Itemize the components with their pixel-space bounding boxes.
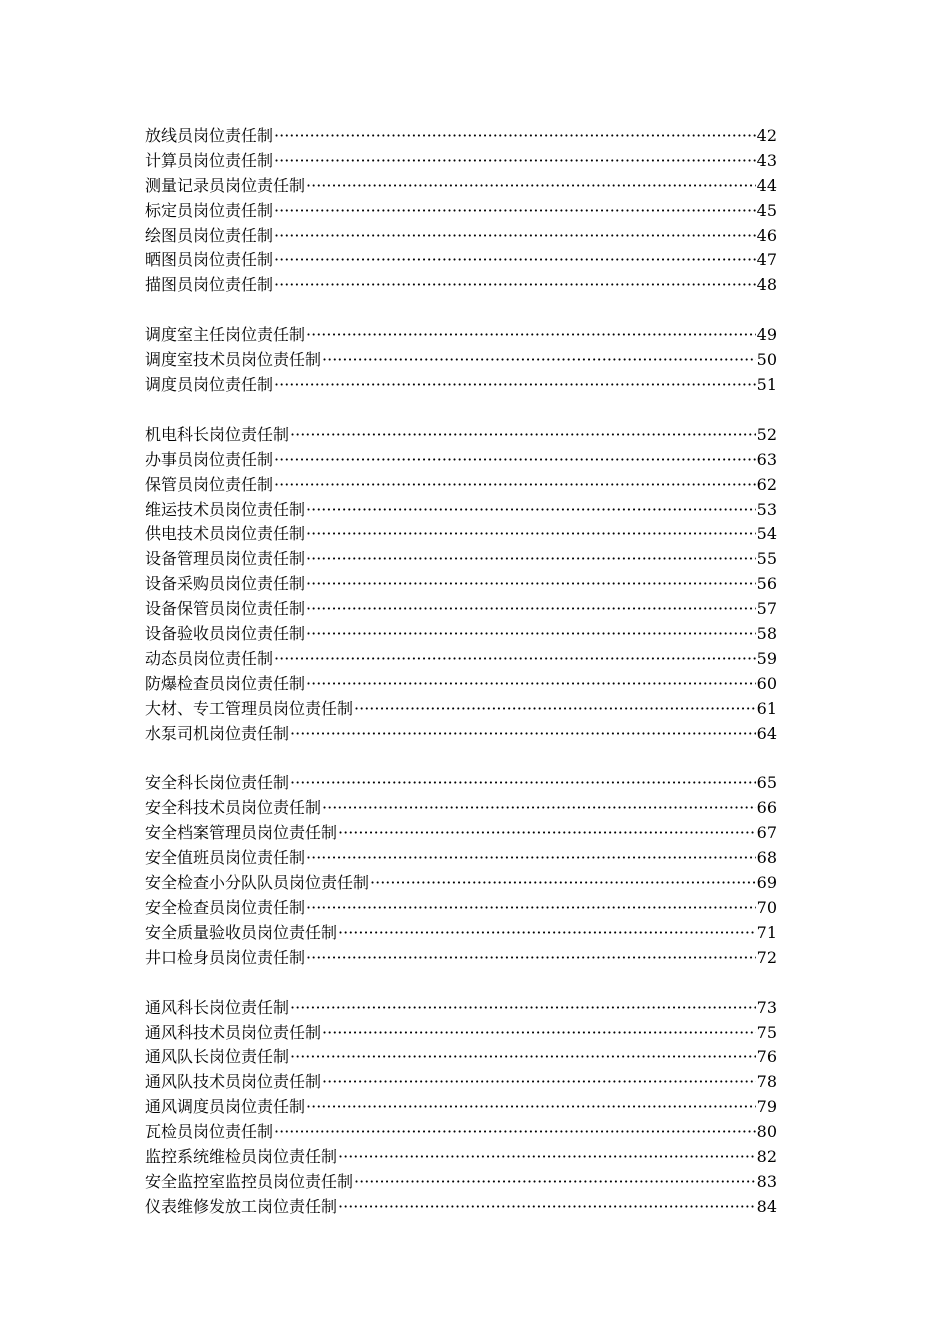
- toc-entry[interactable]: [145, 796, 777, 821]
- toc-entry-page-number: 47: [756, 250, 777, 270]
- toc-entry-title: 防爆检查员岗位责任制: [145, 673, 306, 693]
- toc-entry-title: 安全检查小分队队员岗位责任制: [145, 873, 370, 893]
- toc-entry-title: 调度室主任岗位责任制: [145, 325, 306, 345]
- toc-entry-title: 水泵司机岗位责任制: [145, 723, 290, 743]
- dot-leader: [290, 996, 756, 1021]
- toc-entry-page-number: 82: [756, 1146, 777, 1166]
- toc-entry[interactable]: [145, 423, 777, 448]
- dot-leader: [274, 1120, 756, 1145]
- toc-entry-title: 描图员岗位责任制: [145, 275, 274, 295]
- dot-leader: [306, 1095, 756, 1120]
- toc-entry-page-number: 67: [756, 823, 777, 843]
- dot-leader: [290, 771, 756, 796]
- toc-section: [145, 996, 777, 1220]
- dot-leader: [306, 572, 756, 597]
- toc-entry-page-number: 62: [756, 474, 777, 494]
- toc-entry[interactable]: [145, 1170, 777, 1195]
- dot-leader: [338, 821, 756, 846]
- toc-entry-page-number: 65: [756, 773, 777, 793]
- toc-entry-page-number: 72: [756, 947, 777, 967]
- toc-entry-title: 瓦检员岗位责任制: [145, 1122, 274, 1142]
- toc-entry-page-number: 42: [756, 126, 777, 145]
- dot-leader: [290, 722, 756, 747]
- dot-leader: [306, 672, 756, 697]
- dot-leader: [274, 473, 756, 498]
- toc-entry-page-number: 52: [756, 424, 777, 444]
- toc-entry-page-number: 54: [756, 524, 777, 544]
- dot-leader: [306, 522, 756, 547]
- toc-entry-title: 保管员岗位责任制: [145, 474, 274, 494]
- toc-section: [145, 423, 777, 747]
- toc-entry[interactable]: [145, 597, 777, 622]
- toc-entry-title: 设备验收员岗位责任制: [145, 624, 306, 644]
- toc-entry[interactable]: [145, 946, 777, 971]
- dot-leader: [322, 796, 756, 821]
- dot-leader: [338, 1145, 756, 1170]
- toc-entry-page-number: 44: [756, 175, 777, 195]
- toc-entry-title: 大材、专工管理员岗位责任制: [145, 698, 354, 718]
- toc-entry-page-number: 76: [756, 1047, 777, 1067]
- toc-entry-title: 设备采购员岗位责任制: [145, 574, 306, 594]
- toc-entry[interactable]: [145, 348, 777, 373]
- toc-entry[interactable]: [145, 1120, 777, 1145]
- toc-entry-title: 仪表维修发放工岗位责任制: [145, 1196, 338, 1216]
- toc-entry[interactable]: [145, 622, 777, 647]
- toc-entry[interactable]: [145, 1045, 777, 1070]
- toc-entry-title: 安全值班员岗位责任制: [145, 848, 306, 868]
- toc-entry-page-number: 46: [756, 225, 777, 245]
- toc-entry-page-number: 84: [756, 1196, 777, 1216]
- toc-entry-title: 监控系统维检员岗位责任制: [145, 1146, 338, 1166]
- toc-entry-page-number: 55: [756, 549, 777, 569]
- toc-entry-page-number: 50: [756, 350, 777, 370]
- dot-leader: [322, 1070, 756, 1095]
- toc-entry[interactable]: [145, 1145, 777, 1170]
- dot-leader: [274, 149, 756, 174]
- dot-leader: [354, 1170, 756, 1195]
- toc-entry[interactable]: [145, 647, 777, 672]
- toc-entry-title: 安全科长岗位责任制: [145, 773, 290, 793]
- dot-leader: [274, 373, 756, 398]
- toc-entry-page-number: 68: [756, 848, 777, 868]
- toc-entry[interactable]: [145, 921, 777, 946]
- toc-entry[interactable]: [145, 1070, 777, 1095]
- table-of-contents: [145, 124, 777, 1245]
- dot-leader: [274, 224, 756, 249]
- toc-entry-title: 办事员岗位责任制: [145, 449, 274, 469]
- toc-entry[interactable]: [145, 1021, 777, 1046]
- toc-entry-page-number: 79: [756, 1097, 777, 1117]
- toc-entry-page-number: 69: [756, 873, 777, 893]
- toc-entry-page-number: 43: [756, 150, 777, 170]
- toc-entry[interactable]: [145, 896, 777, 921]
- toc-entry-title: 绘图员岗位责任制: [145, 225, 274, 245]
- toc-entry-title: 供电技术员岗位责任制: [145, 524, 306, 544]
- toc-entry-page-number: 48: [756, 275, 777, 295]
- dot-leader: [306, 498, 756, 523]
- toc-entry-page-number: 83: [756, 1171, 777, 1191]
- toc-entry-page-number: 66: [756, 798, 777, 818]
- toc-entry[interactable]: [145, 771, 777, 796]
- toc-entry-title: 动态员岗位责任制: [145, 648, 274, 668]
- toc-entry[interactable]: [145, 821, 777, 846]
- dot-leader: [274, 647, 756, 672]
- dot-leader: [322, 1021, 756, 1046]
- toc-entry-page-number: 60: [756, 673, 777, 693]
- toc-entry-title: 维运技术员岗位责任制: [145, 499, 306, 519]
- toc-entry-title: 调度员岗位责任制: [145, 375, 274, 395]
- toc-entry-title: 机电科长岗位责任制: [145, 424, 290, 444]
- dot-leader: [306, 846, 756, 871]
- toc-entry-page-number: 63: [756, 449, 777, 469]
- toc-entry-page-number: 70: [756, 897, 777, 917]
- dot-leader: [306, 622, 756, 647]
- dot-leader: [338, 1195, 756, 1220]
- toc-entry-title: 调度室技术员岗位责任制: [145, 350, 322, 370]
- toc-entry[interactable]: [145, 174, 777, 199]
- dot-leader: [290, 1045, 756, 1070]
- toc-entry-title: 通风科技术员岗位责任制: [145, 1022, 322, 1042]
- toc-entry-page-number: 53: [756, 499, 777, 519]
- toc-entry[interactable]: [145, 273, 777, 298]
- dot-leader: [274, 273, 756, 298]
- dot-leader: [370, 871, 756, 896]
- toc-entry-page-number: 64: [756, 723, 777, 743]
- toc-entry[interactable]: [145, 224, 777, 249]
- dot-leader: [354, 697, 756, 722]
- toc-entry-title: 通风科长岗位责任制: [145, 997, 290, 1017]
- toc-entry[interactable]: [145, 199, 777, 224]
- dot-leader: [306, 323, 756, 348]
- toc-entry[interactable]: [145, 522, 777, 547]
- toc-entry-title: 标定员岗位责任制: [145, 200, 274, 220]
- toc-entry-title: 测量记录员岗位责任制: [145, 175, 306, 195]
- toc-entry[interactable]: [145, 547, 777, 572]
- toc-entry[interactable]: [145, 572, 777, 597]
- toc-entry-title: 安全检查员岗位责任制: [145, 897, 306, 917]
- dot-leader: [322, 348, 756, 373]
- toc-entry-page-number: 73: [756, 997, 777, 1017]
- toc-entry-title: 安全质量验收员岗位责任制: [145, 922, 338, 942]
- toc-entry-title: 计算员岗位责任制: [145, 150, 274, 170]
- dot-leader: [306, 896, 756, 921]
- toc-entry-page-number: 51: [756, 375, 777, 395]
- toc-entry-title: 安全科技术员岗位责任制: [145, 798, 322, 818]
- toc-entry[interactable]: [145, 1195, 777, 1220]
- toc-entry[interactable]: [145, 448, 777, 473]
- toc-entry[interactable]: [145, 697, 777, 722]
- dot-leader: [274, 199, 756, 224]
- toc-entry-page-number: 61: [756, 698, 777, 718]
- toc-entry-title: 通风队长岗位责任制: [145, 1047, 290, 1067]
- dot-leader: [338, 921, 756, 946]
- toc-entry[interactable]: [145, 248, 777, 273]
- dot-leader: [306, 597, 756, 622]
- toc-entry[interactable]: [145, 323, 777, 348]
- toc-entry-page-number: 59: [756, 648, 777, 668]
- toc-entry-page-number: 75: [756, 1022, 777, 1042]
- toc-entry-page-number: 45: [756, 200, 777, 220]
- toc-entry-page-number: 49: [756, 325, 777, 345]
- toc-entry-page-number: 56: [756, 574, 777, 594]
- toc-entry-title: 设备保管员岗位责任制: [145, 599, 306, 619]
- toc-entry[interactable]: [145, 996, 777, 1021]
- toc-entry[interactable]: [145, 473, 777, 498]
- toc-section: [145, 124, 777, 298]
- dot-leader: [306, 547, 756, 572]
- dot-leader: [306, 946, 756, 971]
- toc-entry-title: 安全档案管理员岗位责任制: [145, 823, 338, 843]
- toc-entry[interactable]: [145, 149, 777, 174]
- dot-leader: [274, 248, 756, 273]
- toc-section: [145, 323, 777, 398]
- dot-leader: [274, 448, 756, 473]
- toc-entry-page-number: 57: [756, 599, 777, 619]
- toc-entry[interactable]: [145, 871, 777, 896]
- toc-entry-title: 晒图员岗位责任制: [145, 250, 274, 270]
- toc-entry-title: 设备管理员岗位责任制: [145, 549, 306, 569]
- toc-entry[interactable]: [145, 672, 777, 697]
- toc-entry-page-number: 80: [756, 1122, 777, 1142]
- toc-entry[interactable]: [145, 373, 777, 398]
- toc-entry-page-number: 58: [756, 624, 777, 644]
- toc-entry-page-number: 78: [756, 1072, 777, 1092]
- toc-entry[interactable]: [145, 722, 777, 747]
- toc-entry-title: 安全监控室监控员岗位责任制: [145, 1171, 354, 1191]
- toc-entry[interactable]: [145, 1095, 777, 1120]
- dot-leader: [306, 174, 756, 199]
- toc-entry-title: 通风队技术员岗位责任制: [145, 1072, 322, 1092]
- dot-leader: [290, 423, 756, 448]
- toc-entry[interactable]: [145, 498, 777, 523]
- toc-entry-title: 放线员岗位责任制: [145, 126, 274, 145]
- toc-entry-page-number: 71: [756, 922, 777, 942]
- toc-entry-title: 通风调度员岗位责任制: [145, 1097, 306, 1117]
- toc-entry[interactable]: [145, 124, 777, 149]
- toc-entry[interactable]: [145, 846, 777, 871]
- dot-leader: [274, 124, 756, 149]
- toc-section: [145, 771, 777, 970]
- toc-entry-title: 井口检身员岗位责任制: [145, 947, 306, 967]
